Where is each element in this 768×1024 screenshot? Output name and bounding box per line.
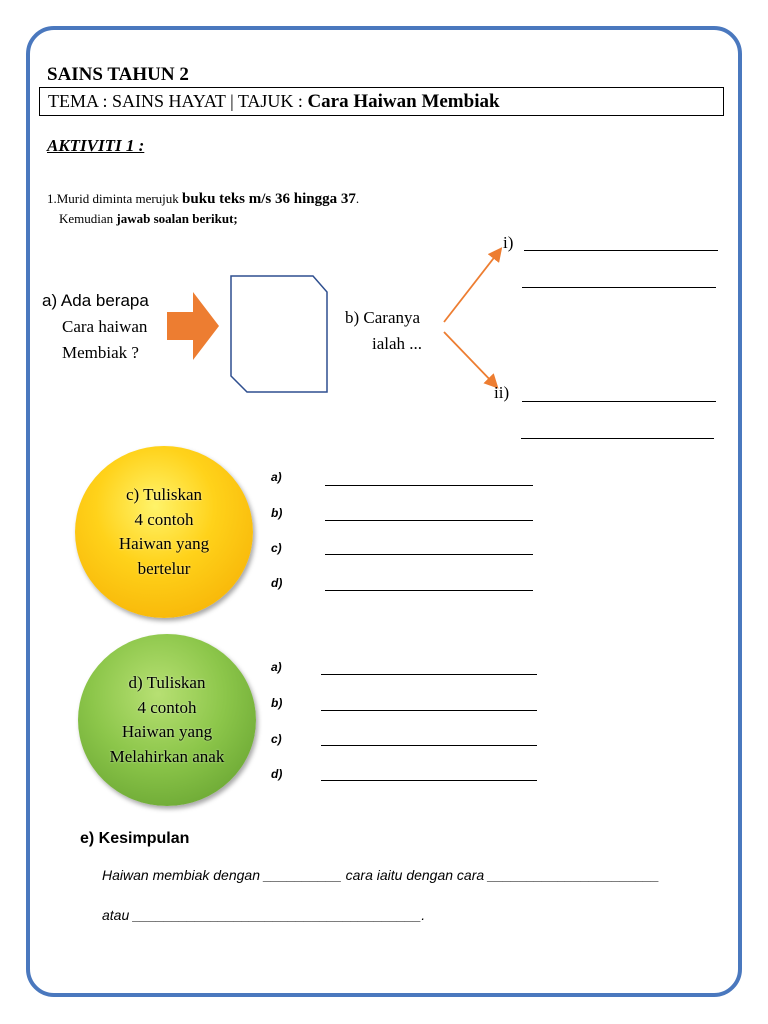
question-a-line-1: a) Ada berapa (42, 291, 149, 310)
d-item-c-label: c) (271, 732, 282, 746)
c-item-b-label: b) (271, 506, 283, 520)
question-a-line-3: Membiak ? (62, 343, 139, 362)
instruction-line-1 (47, 191, 359, 208)
question-a-line-2: Cara haiwan (62, 317, 148, 336)
conclusion-sentence-2[interactable]: atau _____________________________________. (102, 907, 426, 923)
instruction-bold-2: jawab soalan berikut; (116, 211, 238, 226)
answer-line-ii-2[interactable] (521, 438, 714, 439)
branch-arrows-icon (438, 240, 508, 400)
question-d-line-2: 4 contoh (137, 697, 197, 717)
tema-value: SAINS HAYAT (112, 91, 226, 111)
question-d-line-3: Haiwan yang (121, 722, 213, 741)
question-b-line-2: ialah ... (372, 334, 423, 353)
c-item-c-line[interactable] (325, 554, 533, 555)
instruction-text-end: . (355, 191, 360, 206)
instruction-line-2 (59, 211, 238, 227)
c-item-c-label: c) (271, 541, 282, 555)
answer-box-a[interactable] (229, 274, 329, 394)
question-d-circle (78, 634, 256, 806)
roman-i-label: i) (503, 233, 514, 252)
roman-ii-label: ii) (494, 383, 510, 402)
d-item-a-label: a) (271, 660, 282, 674)
c-item-a-label: a) (271, 470, 282, 484)
question-b-line-1: b) Caranya (345, 308, 421, 327)
answer-line-i-1[interactable] (524, 250, 718, 251)
d-item-a-line[interactable] (321, 674, 537, 675)
c-item-d-line[interactable] (325, 590, 533, 591)
tajuk-label: TAJUK (237, 91, 294, 111)
tajuk-value: Cara Haiwan Membiak (307, 91, 500, 112)
question-c-line-4: bertelur (137, 558, 191, 578)
c-item-a-line[interactable] (325, 485, 533, 486)
question-c-circle (75, 446, 253, 618)
d-item-d-label: d) (271, 767, 283, 781)
instruction-bold: buku teks m/s 36 hingga 37 (182, 191, 356, 207)
question-d-line-4: Melahirkan anak (109, 746, 225, 766)
question-c-line-3: Haiwan yang (118, 534, 210, 553)
c-item-b-line[interactable] (325, 520, 533, 521)
d-item-d-line[interactable] (321, 780, 537, 781)
question-c-line-2: 4 contoh (134, 509, 194, 529)
worksheet-title: SAINS TAHUN 2 (47, 64, 189, 85)
instruction-text: 1.Murid diminta merujuk (47, 191, 183, 206)
d-item-b-line[interactable] (321, 710, 537, 711)
kesimpulan-heading: e) Kesimpulan (80, 830, 190, 847)
aktiviti-heading: AKTIVITI 1 : (47, 136, 145, 155)
orange-arrow-icon (167, 292, 219, 360)
d-item-c-line[interactable] (321, 745, 537, 746)
answer-line-ii-1[interactable] (522, 401, 716, 402)
conclusion-sentence-1[interactable]: Haiwan membiak dengan __________ cara iaitu dengan cara ______________________ (102, 867, 660, 883)
tema-label: TEMA (48, 91, 99, 111)
question-c-line-1: c) Tuliskan (125, 485, 203, 504)
question-d-line-1: d) Tuliskan (128, 673, 206, 692)
instruction-text-2: Kemudian (59, 211, 117, 226)
tema-line: TEMA : SAINS HAYAT | TAJUK : Cara Haiwan Membiak (48, 91, 500, 112)
d-item-b-label: b) (271, 696, 283, 710)
answer-line-i-2[interactable] (522, 287, 716, 288)
c-item-d-label: d) (271, 576, 283, 590)
